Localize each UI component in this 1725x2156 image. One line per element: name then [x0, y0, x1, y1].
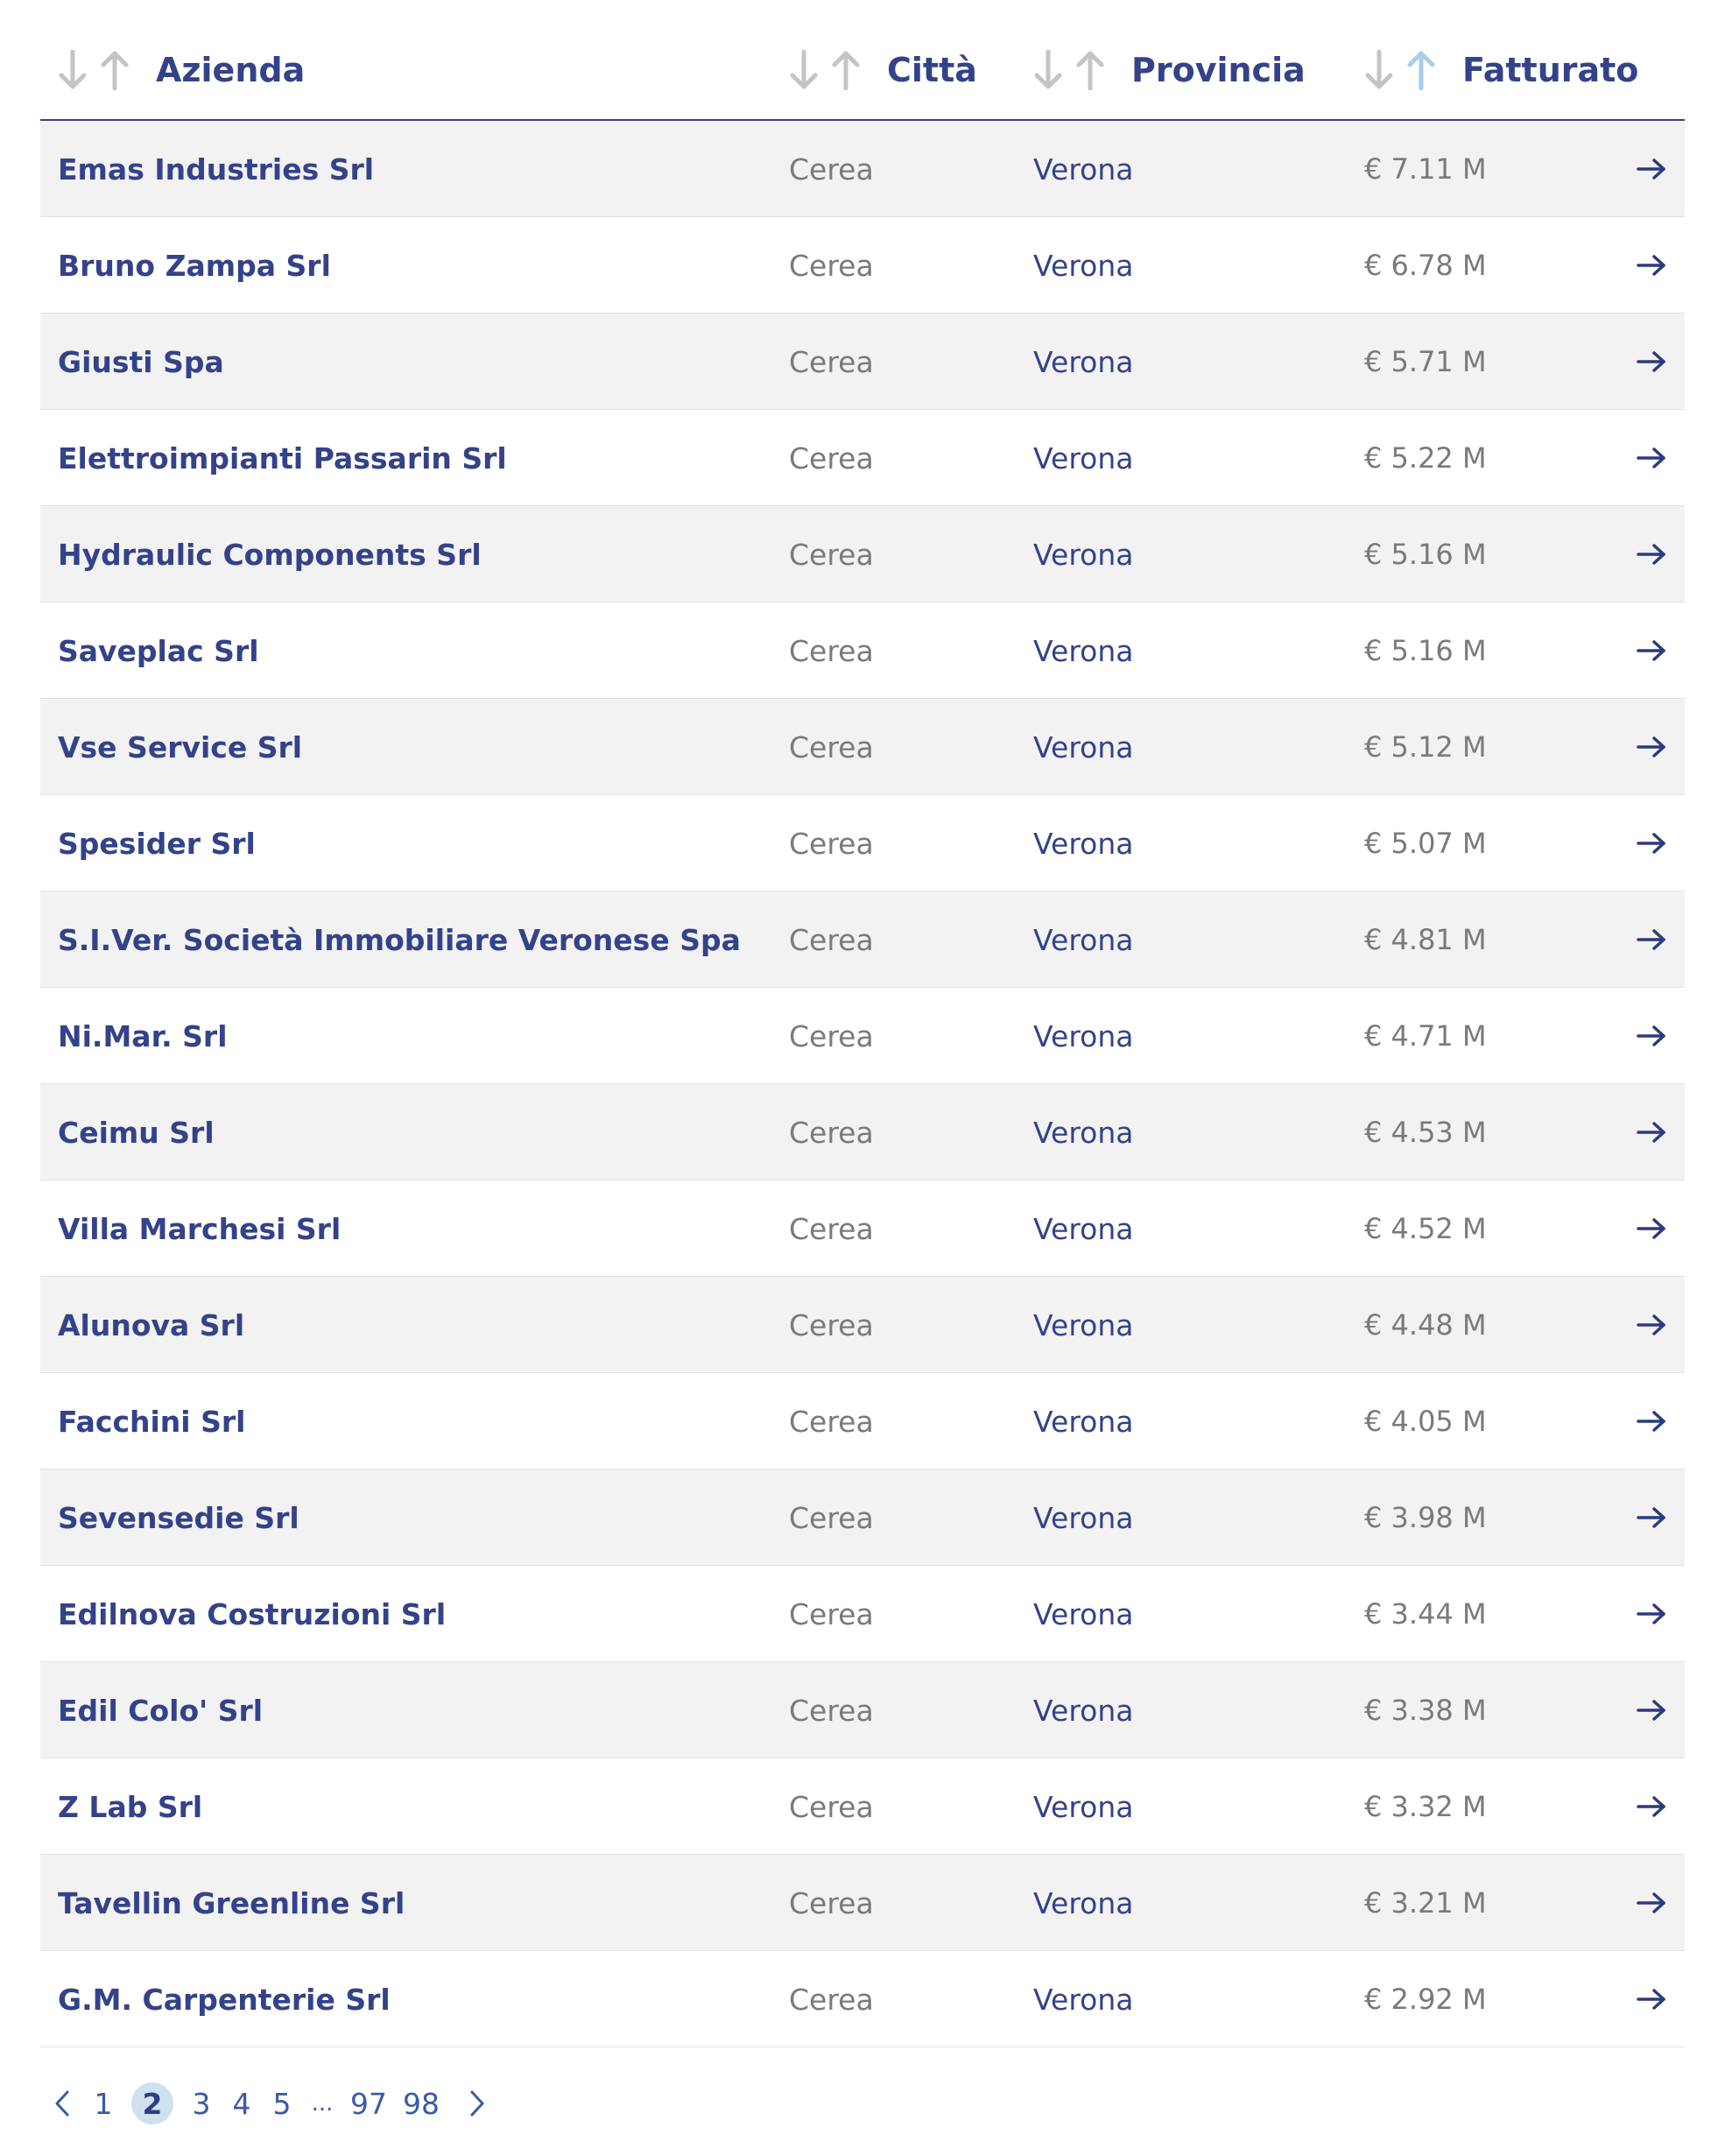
table-row[interactable]: [40, 1084, 1685, 1180]
arrow-right-icon[interactable]: [1636, 1566, 1667, 1662]
city-cell: Cerea: [789, 633, 874, 668]
sort-down-icon[interactable]: [1364, 50, 1394, 90]
company-name[interactable]: Hydraulic Components Srl: [58, 537, 482, 572]
company-name[interactable]: Sevensedie Srl: [58, 1500, 299, 1535]
company-name[interactable]: Facchini Srl: [58, 1404, 246, 1439]
revenue-cell: € 4.48 M: [1364, 1308, 1487, 1342]
city-cell: Cerea: [789, 826, 874, 861]
city-cell: Cerea: [789, 922, 874, 957]
arrow-right-icon[interactable]: [1636, 1373, 1667, 1469]
arrow-right-icon[interactable]: [1636, 217, 1667, 314]
arrow-right-icon[interactable]: [1636, 121, 1667, 217]
table-row[interactable]: [40, 699, 1685, 795]
province-cell: Verona: [1033, 248, 1134, 283]
revenue-cell: € 4.71 M: [1364, 1019, 1487, 1053]
city-cell: Cerea: [789, 1211, 874, 1246]
province-cell: Verona: [1033, 1885, 1134, 1920]
city-cell: Cerea: [789, 1693, 874, 1728]
city-cell: Cerea: [789, 1885, 874, 1920]
page-link[interactable]: 97: [350, 2086, 387, 2121]
sort-controls-fatturato: [1364, 50, 1436, 90]
province-cell: Verona: [1033, 1307, 1134, 1342]
table-row[interactable]: [40, 1662, 1685, 1758]
pagination: [53, 2077, 506, 2130]
province-cell: Verona: [1033, 1789, 1134, 1824]
arrow-right-icon[interactable]: [1636, 1084, 1667, 1180]
company-name[interactable]: Elettroimpianti Passarin Srl: [58, 440, 507, 476]
arrow-right-icon[interactable]: [1636, 1180, 1667, 1277]
arrow-right-icon[interactable]: [1636, 1855, 1667, 1951]
column-label-azienda: Azienda: [156, 51, 306, 89]
table-row[interactable]: [40, 1566, 1685, 1662]
company-name[interactable]: Villa Marchesi Srl: [58, 1211, 341, 1246]
company-name[interactable]: Edil Colo' Srl: [58, 1693, 264, 1728]
province-cell: Verona: [1033, 1982, 1134, 2017]
province-cell: Verona: [1033, 537, 1134, 572]
revenue-cell: € 3.44 M: [1364, 1597, 1487, 1631]
revenue-cell: € 3.32 M: [1364, 1790, 1487, 1823]
city-cell: Cerea: [789, 1596, 874, 1631]
city-cell: Cerea: [789, 537, 874, 572]
table-row[interactable]: [40, 217, 1685, 314]
city-cell: Cerea: [789, 344, 874, 379]
page-link[interactable]: 4: [232, 2086, 251, 2121]
chevron-left-icon[interactable]: [53, 2089, 72, 2118]
city-cell: Cerea: [789, 1307, 874, 1342]
revenue-cell: € 3.21 M: [1364, 1886, 1487, 1920]
arrow-right-icon[interactable]: [1636, 506, 1667, 602]
sort-controls-azienda: [58, 50, 130, 90]
province-cell: Verona: [1033, 1018, 1134, 1053]
column-label-citta: Città: [887, 51, 977, 89]
company-name[interactable]: Giusti Spa: [58, 344, 224, 379]
province-cell: Verona: [1033, 729, 1134, 764]
companies-table: [40, 0, 1685, 2047]
pagination-pages: [91, 2082, 455, 2124]
table-row[interactable]: [40, 1373, 1685, 1469]
province-cell: Verona: [1033, 1404, 1134, 1439]
province-cell: Verona: [1033, 1500, 1134, 1535]
table-row[interactable]: [40, 602, 1685, 699]
table-row[interactable]: [40, 1180, 1685, 1277]
sort-down-icon[interactable]: [58, 50, 88, 90]
city-cell: Cerea: [789, 1018, 874, 1053]
revenue-cell: € 5.71 M: [1364, 345, 1487, 378]
sort-controls-provincia: [1033, 50, 1105, 90]
table-header: [40, 0, 1685, 121]
arrow-right-icon[interactable]: [1636, 602, 1667, 699]
page-link[interactable]: 5: [272, 2086, 292, 2121]
table-row[interactable]: [40, 1855, 1685, 1951]
city-cell: Cerea: [789, 248, 874, 283]
province-cell: Verona: [1033, 344, 1134, 379]
arrow-right-icon[interactable]: [1636, 1951, 1667, 2047]
table-row[interactable]: [40, 1469, 1685, 1566]
arrow-right-icon[interactable]: [1636, 891, 1667, 988]
column-label-provincia: Provincia: [1131, 51, 1306, 89]
table-row[interactable]: [40, 988, 1685, 1084]
page-link[interactable]: 98: [403, 2086, 440, 2121]
column-header-fatturato[interactable]: [1364, 44, 1638, 96]
city-cell: Cerea: [789, 440, 874, 476]
province-cell: Verona: [1033, 826, 1134, 861]
arrow-right-icon[interactable]: [1636, 795, 1667, 891]
arrow-right-icon[interactable]: [1636, 699, 1667, 795]
table-row[interactable]: [40, 1277, 1685, 1373]
revenue-cell: € 5.16 M: [1364, 634, 1487, 667]
column-header-citta[interactable]: [789, 44, 977, 96]
city-cell: Cerea: [789, 729, 874, 764]
revenue-cell: € 3.98 M: [1364, 1501, 1487, 1534]
company-name[interactable]: G.M. Carpenterie Srl: [58, 1982, 391, 2017]
province-cell: Verona: [1033, 922, 1134, 957]
company-name[interactable]: Spesider Srl: [58, 826, 256, 861]
table-row[interactable]: [40, 1951, 1685, 2047]
arrow-right-icon[interactable]: [1636, 1469, 1667, 1566]
company-name[interactable]: Tavellin Greenline Srl: [58, 1885, 405, 1920]
revenue-cell: € 2.92 M: [1364, 1983, 1487, 2016]
revenue-cell: € 7.11 M: [1364, 152, 1487, 186]
arrow-right-icon[interactable]: [1636, 410, 1667, 506]
table-row[interactable]: [40, 121, 1685, 217]
column-label-fatturato: Fatturato: [1462, 51, 1639, 89]
province-cell: Verona: [1033, 633, 1134, 668]
arrow-right-icon[interactable]: [1636, 988, 1667, 1084]
arrow-right-icon[interactable]: [1636, 1758, 1667, 1855]
company-name[interactable]: Emas Industries Srl: [58, 151, 375, 187]
table-row[interactable]: [40, 314, 1685, 410]
table-row[interactable]: [40, 795, 1685, 891]
province-cell: Verona: [1033, 440, 1134, 476]
city-cell: Cerea: [789, 1404, 874, 1439]
company-name[interactable]: Vse Service Srl: [58, 729, 303, 764]
sort-down-icon[interactable]: [789, 50, 819, 90]
sort-controls-citta: [789, 50, 861, 90]
revenue-cell: € 4.53 M: [1364, 1116, 1487, 1149]
city-cell: Cerea: [789, 151, 874, 187]
revenue-cell: € 5.16 M: [1364, 538, 1487, 571]
company-name[interactable]: Ceimu Srl: [58, 1115, 215, 1150]
revenue-cell: € 3.38 M: [1364, 1694, 1487, 1727]
province-cell: Verona: [1033, 1115, 1134, 1150]
chevron-right-icon[interactable]: [468, 2089, 487, 2118]
sort-up-icon[interactable]: [100, 50, 130, 90]
arrow-right-icon[interactable]: [1636, 314, 1667, 410]
column-header-azienda[interactable]: [58, 44, 305, 96]
table-row[interactable]: [40, 891, 1685, 988]
company-name[interactable]: Z Lab Srl: [58, 1789, 203, 1824]
company-name[interactable]: Edilnova Costruzioni Srl: [58, 1596, 447, 1631]
revenue-cell: € 5.12 M: [1364, 730, 1487, 764]
city-cell: Cerea: [789, 1115, 874, 1150]
arrow-right-icon[interactable]: [1636, 1662, 1667, 1758]
page-link[interactable]: 3: [192, 2086, 211, 2121]
revenue-cell: € 5.22 M: [1364, 441, 1487, 475]
revenue-cell: € 5.07 M: [1364, 827, 1487, 860]
sort-up-icon[interactable]: [1075, 50, 1105, 90]
table-row[interactable]: [40, 1758, 1685, 1855]
revenue-cell: € 4.52 M: [1364, 1212, 1487, 1245]
revenue-cell: € 4.81 M: [1364, 923, 1487, 956]
sort-up-icon-active[interactable]: [1406, 50, 1436, 90]
table-row[interactable]: [40, 410, 1685, 506]
company-name[interactable]: S.I.Ver. Società Immobiliare Veronese Spa: [58, 922, 741, 957]
company-name[interactable]: Alunova Srl: [58, 1307, 245, 1342]
page-current[interactable]: 2: [131, 2082, 173, 2124]
province-cell: Verona: [1033, 151, 1134, 187]
page-link[interactable]: 1: [94, 2086, 113, 2121]
table-row[interactable]: [40, 506, 1685, 602]
sort-up-icon[interactable]: [831, 50, 861, 90]
revenue-cell: € 6.78 M: [1364, 249, 1487, 282]
city-cell: Cerea: [789, 1982, 874, 2017]
arrow-right-icon[interactable]: [1636, 1277, 1667, 1373]
city-cell: Cerea: [789, 1500, 874, 1535]
table-body: [40, 121, 1685, 2047]
province-cell: Verona: [1033, 1596, 1134, 1631]
page-ellipsis: ...: [311, 2090, 334, 2117]
sort-down-icon[interactable]: [1033, 50, 1063, 90]
company-name[interactable]: Ni.Mar. Srl: [58, 1018, 228, 1053]
province-cell: Verona: [1033, 1693, 1134, 1728]
company-name[interactable]: Bruno Zampa Srl: [58, 248, 331, 283]
column-header-provincia[interactable]: [1033, 44, 1306, 96]
company-name[interactable]: Saveplac Srl: [58, 633, 259, 668]
province-cell: Verona: [1033, 1211, 1134, 1246]
revenue-cell: € 4.05 M: [1364, 1405, 1487, 1438]
city-cell: Cerea: [789, 1789, 874, 1824]
